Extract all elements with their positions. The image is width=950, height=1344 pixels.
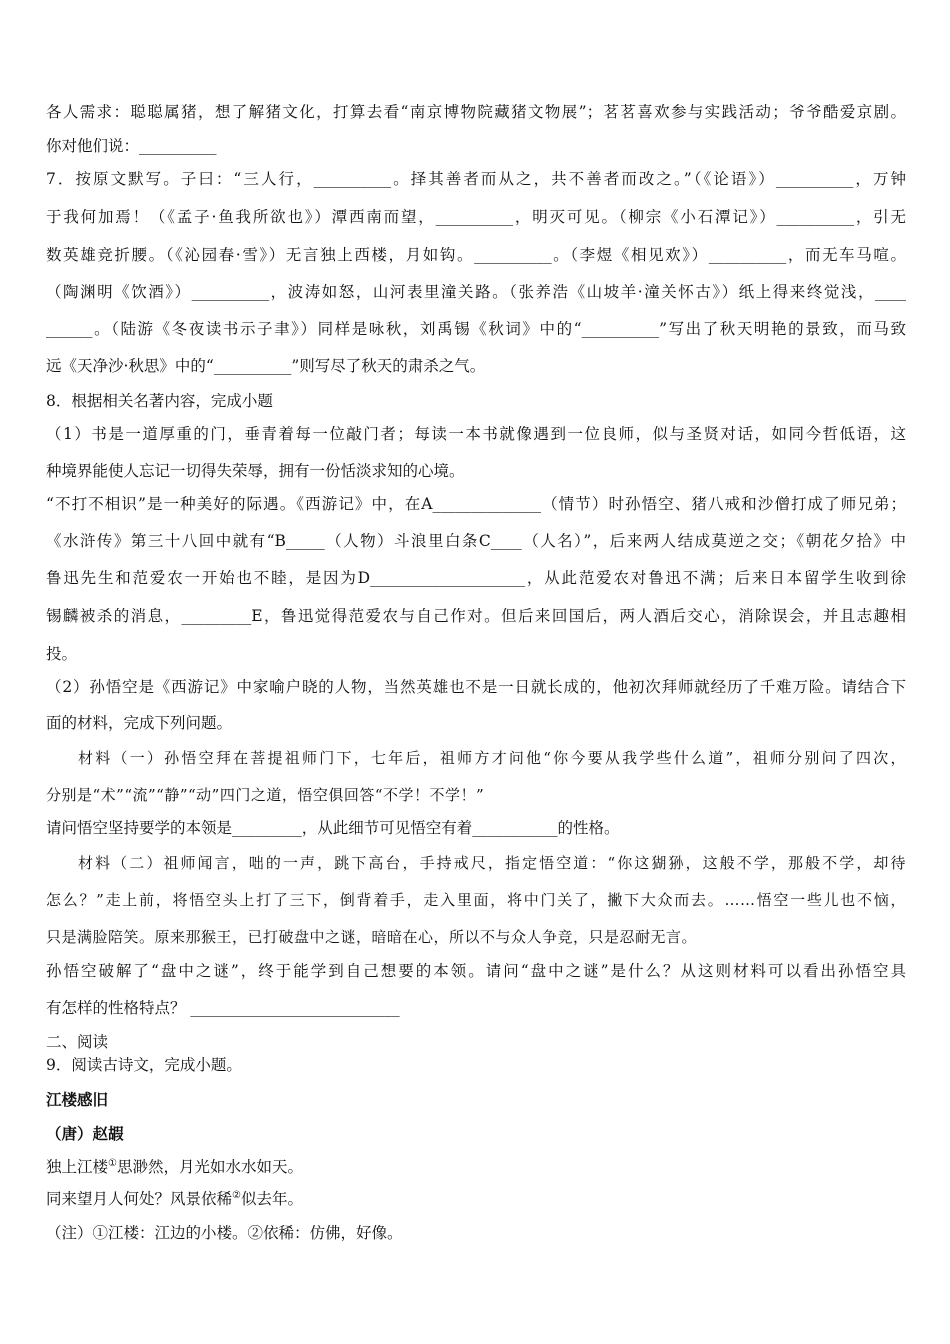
section-heading: 二、阅读	[46, 1033, 109, 1051]
note-marker: ②	[232, 1189, 241, 1201]
question-8-line: （1）书是一道厚重的门，垂青着每一位敲门者；每读一本书就像遇到一位良师，似与圣贤对话，如同今哲低语，这	[46, 425, 906, 443]
poem-title: 江楼感旧	[46, 1090, 109, 1109]
poem-text: 同来望月人何处？风景依稀	[46, 1190, 233, 1208]
question-7-line: 数英雄竞折腰。（《沁园春·雪》）无言独上西楼，月如钩。__________。（李煜《相见欢》）__________，而无车马喧。	[46, 246, 906, 264]
question-8-line: 鲁迅先生和范爱农一开始也不睦，是因为D____________________，从此范爱农对鲁迅不满；后来日本留学生收到徐	[46, 569, 906, 587]
poem-text: 似去年。	[240, 1190, 303, 1208]
question-7-line: 7．按原文默写。子曰：“三人行，__________。择其善者而从之，共不善者而改之。”（《论语》）__________，万钟	[46, 170, 906, 188]
poem-author: （唐）赵嘏	[46, 1124, 124, 1143]
question-8-line: （2）孙悟空是《西游记》中家喻户晓的人物，当然英雄也不是一日就长成的，他初次拜师就经历了千难万险。请结合下	[46, 678, 906, 696]
question-8-line: 《水浒传》第三十八回中就有“B_____（人物）斗浪里白条C____（人名）”，后来两人结成莫逆之交；《朝花夕拾》中	[46, 532, 906, 550]
question-7-line: 远《天净沙·秋思》中的“__________”则写尽了秋天的肃杀之气。	[46, 357, 486, 375]
question-line: 孙悟空破解了“盘中之谜”，终于能学到自己想要的本领。请问“盘中之谜”是什么？从这则材料可以看出孙悟空具	[46, 962, 906, 980]
question-8-line: 种境界能使人忘记一切得失荣辱，拥有一份恬淡求知的心境。	[46, 462, 465, 480]
question-8-line: “不打不相识”是一种美好的际遇。《西游记》中，在A______________（情节）时孙悟空、猪八戒和沙僧打成了师兄弟；	[46, 495, 906, 513]
question-8-line: 锡麟被杀的消息，_________E，鲁迅觉得范爱农与自己作对。但后来回国后，两人酒后交心，消除误会，并且志趣相	[46, 607, 906, 625]
material-2-line: 怎么？”走上前，将悟空头上打了三下，倒背着手，走入里面，将中门关了，撇下大众而去。……悟空一些儿也不恼，	[46, 891, 906, 909]
material-1-line: 分别是“术”“流”“静”“动”四门之道，悟空俱回答“不学！不学！”	[46, 786, 485, 804]
question-9-heading: 9．阅读古诗文，完成小题。	[46, 1056, 242, 1074]
question-line: 有怎样的性格特点？ ___________________________	[46, 999, 400, 1017]
material-2-line: 材料（二）祖师闻言，咄的一声，跳下高台，手持戒尺，指定悟空道：“你这猢狲，这般不学，那般不学，却待	[78, 854, 906, 872]
question-8-heading: 8．根据相关名著内容，完成小题	[46, 392, 273, 410]
text-line: 你对他们说：__________	[46, 137, 217, 155]
question-8-line: 投。	[46, 645, 78, 663]
poem-notes: （注）①江楼：江边的小楼。②依稀：仿佛，好像。	[46, 1224, 403, 1242]
question-line: 请问悟空坚持要学的本领是_________，从此细节可见悟空有着___________的性格。	[46, 819, 620, 837]
poem-line	[46, 1188, 906, 1210]
note-marker: ①	[108, 1157, 117, 1169]
text-line: 各人需求：聪聪属猪，想了解猪文化，打算去看“南京博物院藏猪文物展”；茗茗喜欢参与实践活动；爷爷酷爱京剧。	[46, 103, 906, 121]
question-7-line: 于我何加焉！（《孟子·鱼我所欲也》）潭西南而望，__________，明灭可见。（柳宗《小石潭记》）__________，引无	[46, 208, 906, 226]
material-2-line: 只是满脸陪笑。原来那猴王，已打破盘中之谜，暗暗在心，所以不与众人争竞，只是忍耐无言。	[46, 928, 698, 946]
question-7-line: ______。（陆游《冬夜读书示子聿》）同样是咏秋，刘禹锡《秋词》中的“__________”写出了秋天明艳的景致，而马致	[46, 320, 906, 338]
poem-text: 思渺然，月光如水水如天。	[116, 1158, 303, 1176]
poem-text: 独上江楼	[46, 1158, 109, 1176]
material-1-line: 材料（一）孙悟空拜在菩提祖师门下，七年后，祖师方才问他“你今要从我学些什么道”，祖师分别问了四次，	[78, 749, 906, 767]
poem-line	[46, 1156, 906, 1178]
question-7-line: （陶渊明《饮酒》）__________，波涛如怒，山河表里潼关路。（张养浩《山坡羊·潼关怀古》）纸上得来终觉浅，____	[46, 283, 906, 301]
question-8-line: 面的材料，完成下列问题。	[46, 714, 233, 732]
